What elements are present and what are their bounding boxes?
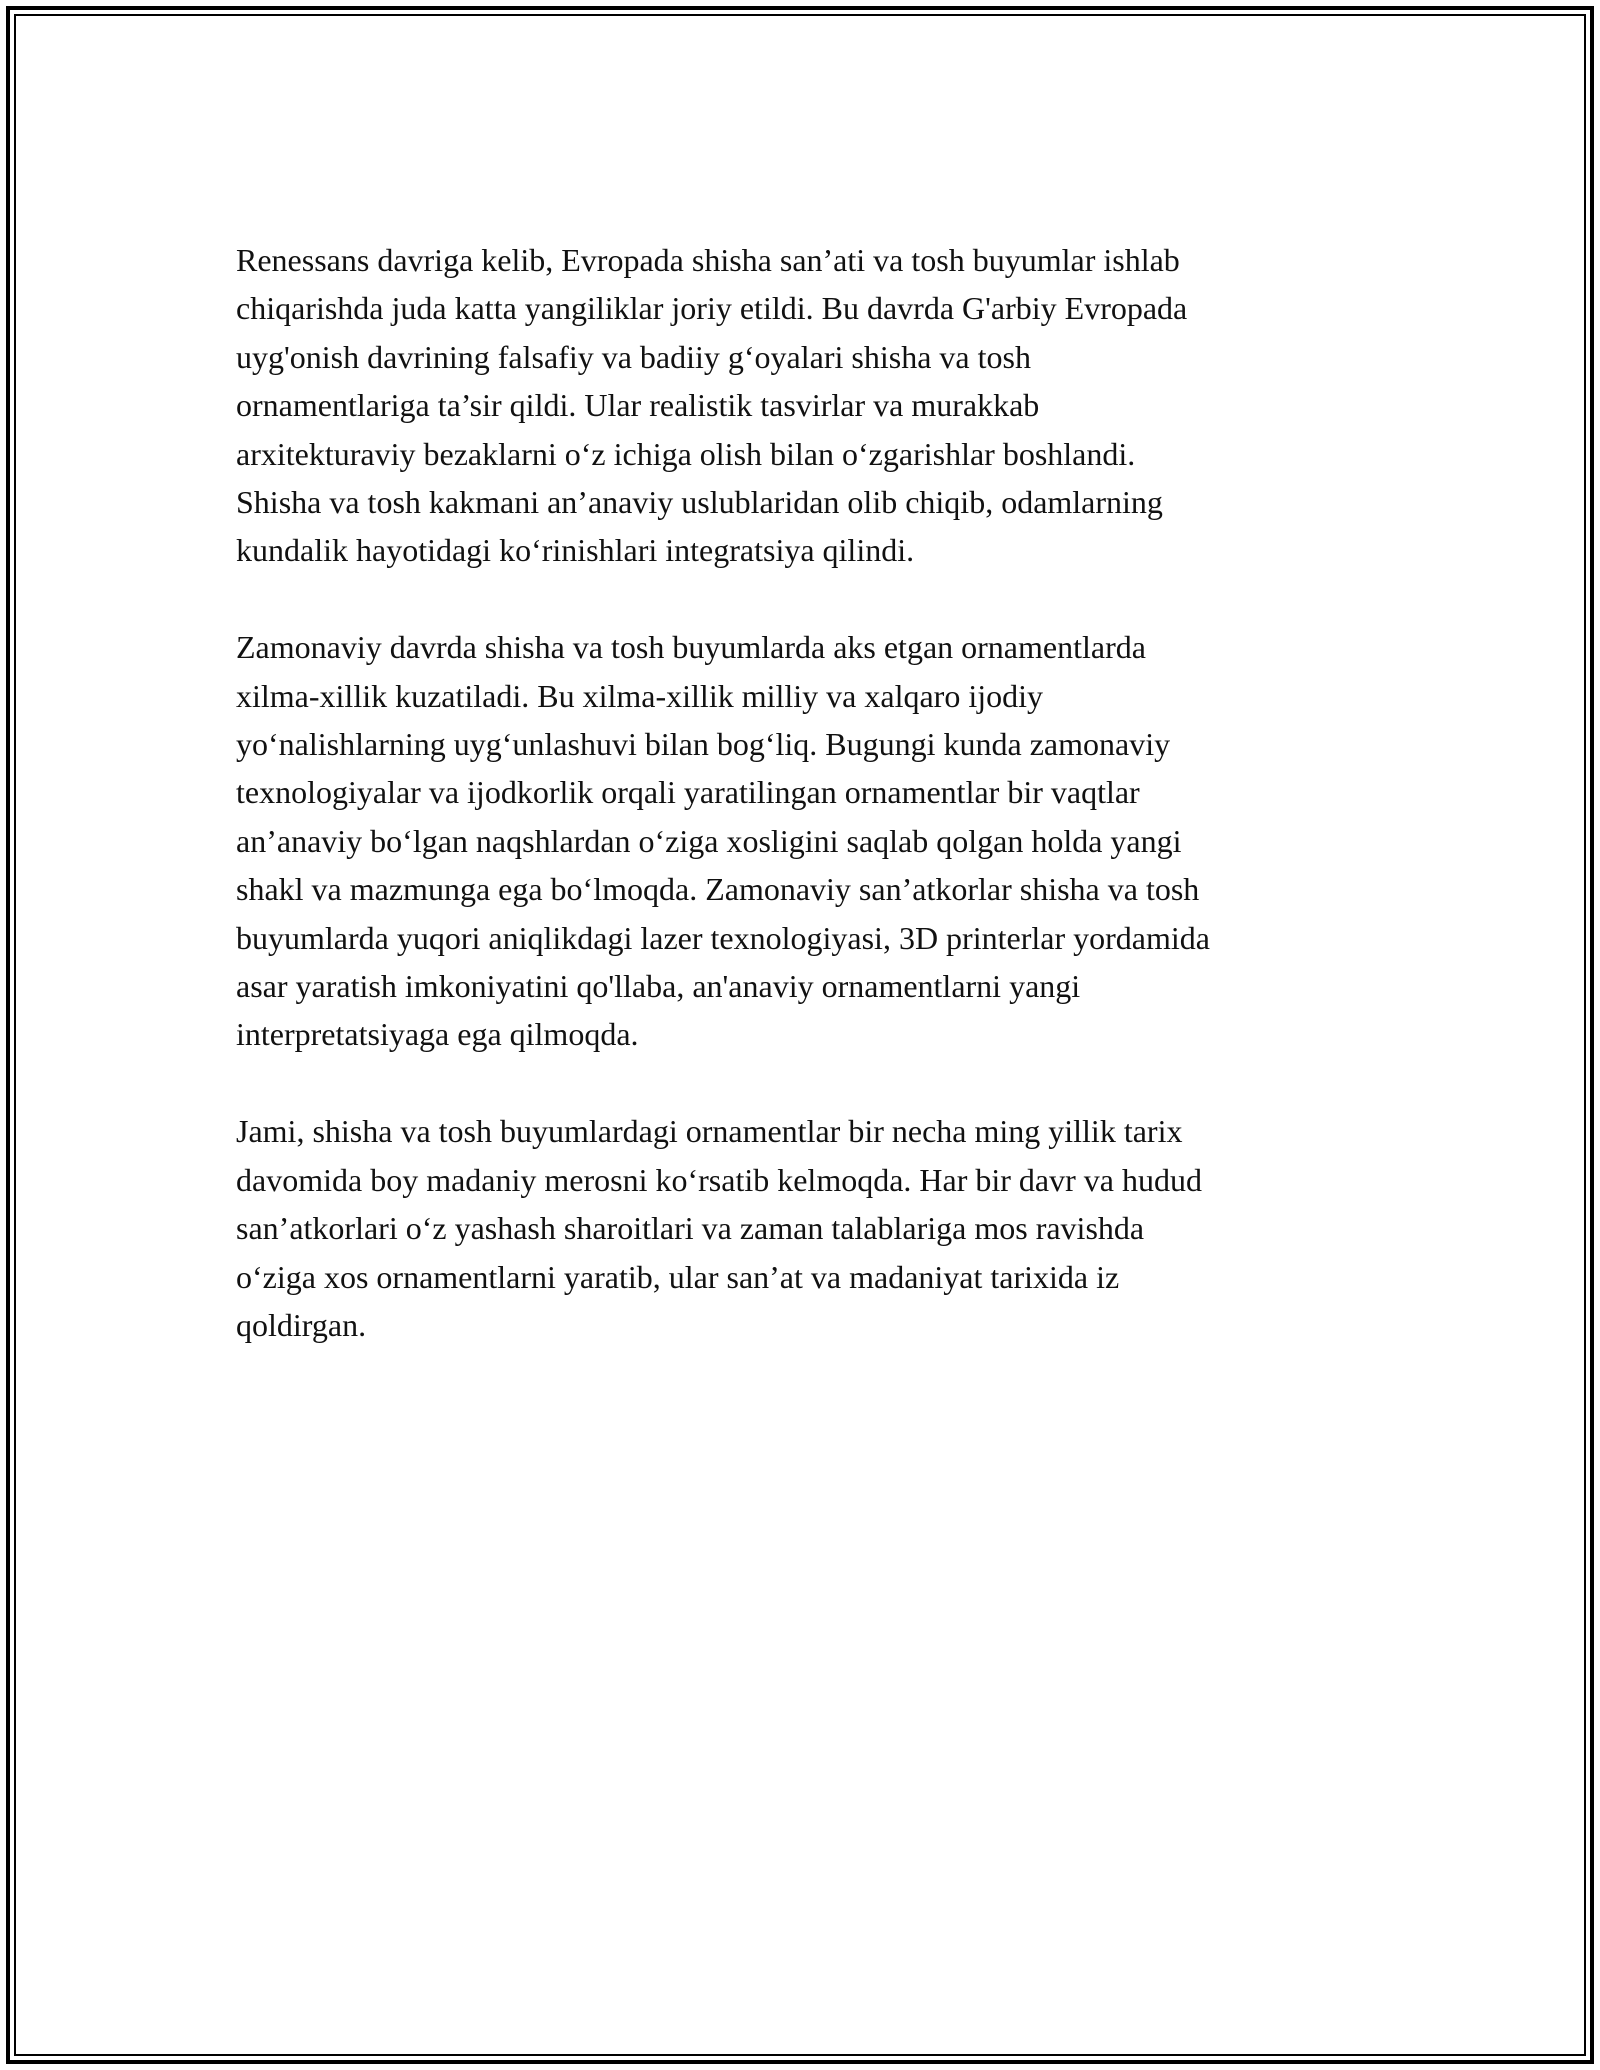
paragraph-modern-era: Zamonaviy davrda shisha va tosh buyumlarda aks etgan ornamentlarda xilma-xillik kuzatiladi. Bu xilma-xillik milliy va xalqaro ijodiy yo‘nalishlarning uyg‘unlashuvi bilan bog‘liq. Bugungi kunda zamonaviy texnologiyalar va ijodkorlik orqali yaratilingan ornamentlar bir vaqtlar an’anaviy bo‘lgan naqshlardan o‘ziga xosligini saqlab qolgan holda yangi shakl va mazmunga ega bo‘lmoqda. Zamonaviy san’atkorlar shisha va tosh buyumlarda yuqori aniqlikdagi lazer texnologiyasi, 3D printerlar yordamida asar yaratish imkoniyatini qo'llaba, an'anaviy ornamentlarni yangi interpretatsiyaga ega qilmoqda. [236, 629, 1210, 1053]
document-body [236, 236, 1366, 1398]
paragraph-conclusion: Jami, shisha va tosh buyumlardagi ornamentlar bir necha ming yillik tarix davomida boy madaniy merosni ko‘rsatib kelmoqda. Har bir davr va hudud san’atkorlari o‘z yashash sharoitlari va zaman talablariga mos ravishda o‘ziga xos ornamentlarni yaratib, ular san’at va madaniyat tarixida iz qoldirgan. [236, 1113, 1202, 1343]
paragraph-renaissance: Renessans davriga kelib, Evropada shisha san’ati va tosh buyumlar ishlab chiqarishda juda katta yangiliklar joriy etildi. Bu davrda G'arbiy Evropada uyg'onish davrining falsafiy va badiiy g‘oyalari shisha va tosh ornamentlariga ta’sir qildi. Ular realistik tasvirlar va murakkab arxitekturaviy bezaklarni o‘z ichiga olish bilan o‘zgarishlar boshlandi. Shisha va tosh kakmani an’anaviy uslublaridan olib chiqib, odamlarning kundalik hayotidagi ko‘rinishlari integratsiya qilindi. [236, 242, 1188, 569]
